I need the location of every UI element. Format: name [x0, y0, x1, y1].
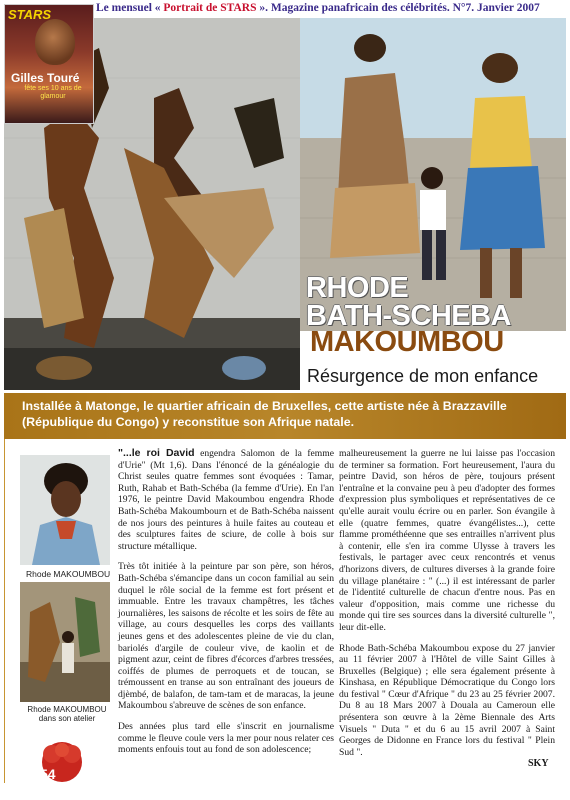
- intro-text: Installée à Matonge, le quartier africain de Bruxelles, cette artiste née à Brazzaville (République du Congo) y reconstitue son Afrique natale.: [22, 399, 507, 429]
- col2-paragraph-2: Rhode Bath-Schéba Makoumbou expose du 27 janvier au 11 février 2007 à l'Hôtel de ville Saint Gilles à Bruxelles (Belgique) ; elle sera également présente à Kinshasa, en République Démocratique du Congo lors du festival " Cœur d'Afrique " du 23 au 25 février 2007. Du 8 au 18 Mars 2007 à Douala au Cameroun elle présentera son œuvre à la 2ème Biennale des Arts Visuels " Duta " et du 6 au 15 avril 2007 à Saint Georges de Didonne en France lors du festival " Plein Sud ".: [339, 642, 555, 758]
- magazine-header: [96, 2, 566, 18]
- col2-paragraph-1: malheureusement la guerre ne lui laisse pas l'occasion de terminer sa formation. Fort heureusement, l'aura du peintre David, son héros de père, toujours présent l'entraîne et la convaine peu à peu d'adopter des formes d'expression plus symboliques et représentatives de ce qu'elle aurait voulu écrire ou en parler. Son évangile à elle (quatre femmes, quatre évangélistes...), cette flamme prométhéenne que ses entrailles n'arrivent plus à contenir, elle s'en ira comme Ulysse à travers les festivals, le partager avec ceux rencontrés et venus d'horizons divers, de cultures diverses à la grande foire du village planétaire : " (...) il est intéressant de parler de l'identité culturelle de chacun d'entre nous. Pas en valeur d'opposition, mais comme une richesse du monde qui tire ses sources dans la diversité culturelle ", leur dit-elle.: [339, 448, 555, 633]
- studio-caption-line1: Rhode MAKOUMBOU: [27, 705, 107, 714]
- col1-p1-text: engendra Salomon de la femme d'Urie" (Mt 1,6). Dans l'énoncé de la généalogie du Christ seules quatre femmes sont évoquées : Tamar, Ruth, Rahab et Bath-Schéba (la femme d'Urie). En l'an 1976, le peintre David Makoumbou engendra Rhode Bath-Schéba Makoumbourn et de Bath-Schéba naissent de nos jours des peintures à huile faites au couteau et des sculptures faites de sciure, de colle à bois sur structure métallique.: [118, 448, 334, 552]
- title-rhode: RHODE: [306, 272, 409, 304]
- col1-paragraph-3: Des années plus tard elle s'inscrit en journalisme comme le fleuve coule vers la mer pour nous relater ces moments enfouis tout au fond de son adolescence;: [118, 721, 334, 756]
- article-column-1: [118, 448, 334, 765]
- cover-logo: STARS: [8, 7, 52, 22]
- article-subtitle: Résurgence de mon enfance: [307, 366, 539, 386]
- magazine-cover-thumbnail: [4, 4, 94, 124]
- author-signature: SKY: [528, 758, 549, 769]
- cover-model-face: [35, 19, 75, 65]
- studio-caption-line2: dans son atelier: [38, 714, 96, 723]
- cover-headline-sub: fête ses 10 ans de glamour: [24, 85, 82, 100]
- left-accent-rule: [4, 439, 5, 783]
- portrait-caption: Rhode MAKOUMBOU: [26, 569, 111, 579]
- studio-illustration: [20, 582, 110, 702]
- studio-caption: [22, 705, 112, 723]
- title-makoumbou: MAKOUMBOU: [310, 326, 504, 358]
- col1-paragraph-2: Très tôt initiée à la peinture par son père, son héros, Bath-Schéba s'émancipe dans un cocon familial au sein duquel le rôle social de la femme est fort présent et immuable. Entre les travaux champêtres, les tâches journalières, les saisons de récolte et les soirs de fête au village, au cours desquelles les corps des vaillants jeunes gens et des adolescentes pleine de vie du clan, bariolés d'argile de couleur vive, de kaolin et de pigment azur, ceint de fibres d'écorces d'arbres tressées, coiffés de plumes de perroquets et de toucan, se trémoussent en transe au son entraînant des joueurs de djèmbé, de balafon, de tam-tam et de maracas, la jeune Makoumbou s'abreuve de scènes de son enfance.: [118, 561, 334, 712]
- article-column-2: [339, 448, 555, 767]
- portrait-illustration: [20, 455, 110, 565]
- artist-studio-photo: [20, 582, 110, 702]
- title-bath-scheba: BATH-SCHEBA: [306, 300, 512, 332]
- page-number: 54: [40, 766, 56, 782]
- cover-headline-name: Gilles Touré: [11, 71, 80, 85]
- col1-paragraph-1: [118, 448, 334, 552]
- article-title: [306, 274, 568, 330]
- header-magazine-name: Portrait de STARS: [163, 2, 257, 14]
- header-suffix: ». Magazine panafricain des célébrités. N°7. Janvier 2007: [259, 2, 540, 14]
- artist-portrait-photo: [20, 455, 110, 565]
- col1-lead: "...le roi David: [118, 447, 195, 459]
- header-prefix: Le mensuel «: [96, 2, 161, 14]
